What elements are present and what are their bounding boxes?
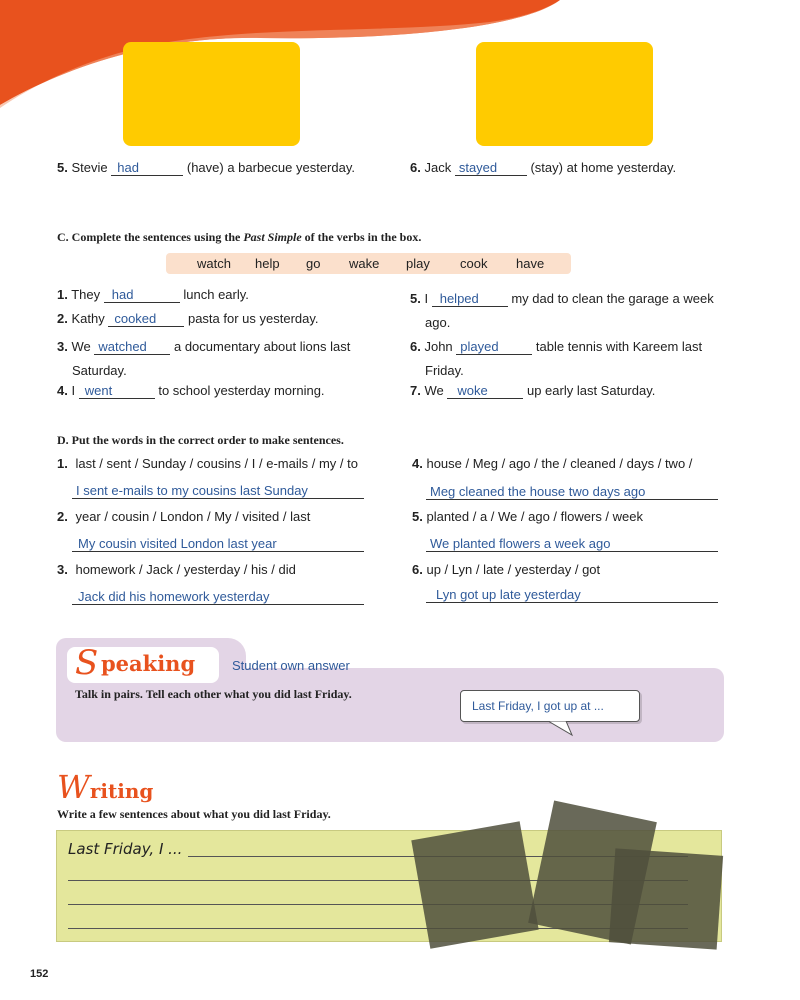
- answer-text: Jack did his homework yesterday: [78, 589, 270, 604]
- item-text-pre: We: [424, 383, 444, 398]
- item-text-post: up early last Saturday.: [526, 383, 656, 398]
- item-text-pre: They: [71, 287, 101, 302]
- exercise-d-answer-6: [426, 587, 718, 603]
- speaking-instruction: Talk in pairs. Tell each other what you did last Friday.: [75, 687, 352, 701]
- exercise-d-item-3: [57, 562, 397, 577]
- exercise-c-item-7: [410, 383, 750, 399]
- item-prompt: last / sent / Sunday / cousins / I / e-mails / my / to: [75, 456, 358, 471]
- speech-bubble: [460, 690, 640, 722]
- answer-text: Lyn got up late yesterday: [436, 587, 581, 602]
- yellow-picture-card-left: [123, 42, 300, 146]
- exercise-d-answer-5: [426, 536, 718, 552]
- item-text-continued: Friday.: [425, 363, 464, 378]
- exercise-d-item-1: [57, 456, 397, 471]
- answer-text: watched: [98, 339, 147, 354]
- exercise-c-item-4: [57, 383, 387, 399]
- item-text-continued: ago.: [425, 315, 451, 330]
- item-text-pre: We: [71, 339, 91, 354]
- answer-text: stayed: [458, 160, 498, 175]
- item-prompt: up / Lyn / late / yesterday / got: [426, 562, 601, 577]
- item-text-pre: Jack: [424, 160, 452, 175]
- answer-text: woke: [457, 383, 488, 398]
- item-text-post: (stay) at home yesterday.: [530, 160, 677, 175]
- writing-starter: Last Friday, I ...: [68, 840, 183, 858]
- answer-text: went: [84, 383, 113, 398]
- item-number: 4.: [57, 383, 68, 398]
- item-text-pre: I: [71, 383, 76, 398]
- item-text-post: lunch early.: [183, 287, 249, 302]
- photo-overlay: [411, 821, 538, 948]
- orange-wave-decoration: [0, 0, 800, 110]
- instruction-part: of the verbs in the box.: [301, 230, 422, 244]
- instruction-emphasis: Past Simple: [243, 230, 302, 244]
- answer-text: We planted flowers a week ago: [430, 536, 611, 551]
- page-number: 152: [30, 968, 49, 980]
- answer-text: cooked: [114, 311, 157, 326]
- item-number: 5.: [412, 509, 423, 524]
- item-text-post: table tennis with Kareem last: [535, 339, 703, 354]
- item-number: 6.: [412, 562, 423, 577]
- speech-bubble-text: Last Friday, I got up at ...: [472, 699, 604, 713]
- item-text-post: (have) a barbecue yesterday.: [186, 160, 355, 175]
- exercise-d-item-2: [57, 509, 397, 524]
- exercise-d-answer-2: [72, 536, 364, 552]
- verb-word: have: [516, 256, 545, 271]
- exercise-c-item-5: [410, 287, 750, 335]
- item-number: 5.: [57, 160, 68, 175]
- writing-title-rest: riting: [89, 779, 154, 803]
- item-number: 7.: [410, 383, 421, 398]
- item-prompt: homework / Jack / yesterday / his / did: [75, 562, 296, 577]
- instruction-part: C. Complete the sentences using the: [57, 230, 244, 244]
- item-prompt: year / cousin / London / My / visited / last: [75, 509, 311, 524]
- answer-text: Meg cleaned the house two days ago: [430, 484, 646, 499]
- item-text-post: a documentary about lions last: [173, 339, 351, 354]
- speaking-title-box: [67, 643, 219, 683]
- item-text-pre: I: [424, 291, 429, 306]
- item-text-post: pasta for us yesterday.: [187, 311, 319, 326]
- item-number: 1.: [57, 456, 68, 471]
- item-number: 5.: [410, 291, 421, 306]
- writing-title: [57, 768, 257, 804]
- verb-word: wake: [349, 256, 380, 271]
- yellow-picture-card-right: [476, 42, 653, 146]
- item-text-post: to school yesterday morning.: [158, 383, 325, 398]
- verb-word: play: [406, 256, 430, 271]
- item-number: 2.: [57, 311, 68, 326]
- item-text-pre: John: [424, 339, 453, 354]
- exercise-b-item-5: [57, 160, 387, 176]
- exercise-d-answer-4: [426, 484, 718, 500]
- writing-title-initial: W: [57, 768, 90, 806]
- speech-bubble-tail: [546, 721, 576, 737]
- exercise-c-instruction: [57, 230, 657, 245]
- item-number: 2.: [57, 509, 68, 524]
- answer-text: helped: [439, 291, 479, 306]
- writing-instruction: Write a few sentences about what you did last Friday.: [57, 807, 331, 821]
- answer-text: had: [117, 160, 139, 175]
- exercise-c-item-2: [57, 311, 387, 327]
- item-text-pre: Stevie: [71, 160, 108, 175]
- verb-word: help: [255, 256, 280, 271]
- verb-box: [166, 253, 571, 274]
- item-prompt: planted / a / We / ago / flowers / week: [426, 509, 644, 524]
- exercise-d-instruction: D. Put the words in the correct order to make sentences.: [57, 433, 344, 447]
- item-number: 3.: [57, 339, 68, 354]
- answer-text: had: [111, 287, 134, 302]
- answer-text: played: [460, 339, 499, 354]
- item-number: 6.: [410, 339, 421, 354]
- verb-word: cook: [460, 256, 488, 271]
- item-text-post: my dad to clean the garage a week: [511, 291, 714, 306]
- exercise-d-item-5: [412, 509, 752, 524]
- item-number: 1.: [57, 287, 68, 302]
- item-number: 6.: [410, 160, 421, 175]
- speaking-note: Student own answer: [232, 658, 350, 673]
- exercise-c-item-3: [57, 335, 387, 383]
- exercise-d-answer-1: [72, 483, 364, 499]
- exercise-d-answer-3: [72, 589, 364, 605]
- item-prompt: house / Meg / ago / the / cleaned / days / two /: [426, 456, 693, 471]
- exercise-c-item-6: [410, 335, 750, 383]
- item-number: 4.: [412, 456, 423, 471]
- verb-word: watch: [197, 256, 231, 271]
- verb-word: go: [306, 256, 321, 271]
- item-text-continued: Saturday.: [72, 363, 127, 378]
- exercise-d-item-4: [412, 456, 752, 471]
- exercise-c-item-1: [57, 287, 387, 303]
- speaking-title: peaking: [101, 651, 196, 676]
- item-number: 3.: [57, 562, 68, 577]
- photo-overlay: [609, 848, 723, 949]
- exercise-b-item-6: [410, 160, 740, 176]
- exercise-d-item-6: [412, 562, 752, 577]
- answer-text: I sent e-mails to my cousins last Sunday: [76, 483, 308, 498]
- item-text-pre: Kathy: [71, 311, 105, 326]
- answer-text: My cousin visited London last year: [78, 536, 277, 551]
- speaking-title-initial: S: [75, 643, 99, 683]
